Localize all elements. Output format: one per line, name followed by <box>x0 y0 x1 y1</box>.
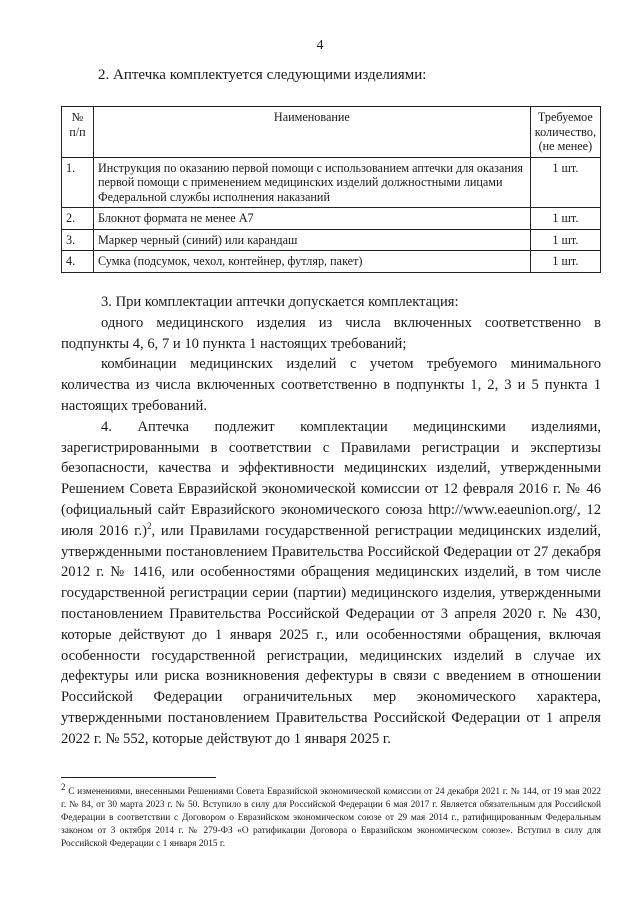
table-row <box>62 157 601 208</box>
paragraph-4-part1: 4. Аптечка подлежит комплектации медицинскими изделиями, зарегистрированными в соответствии с Правилами регистрации и экспертизы безопасности, качества и эффективности медицинских изделий, утвержденными Решением Совета Евразийской экономической комиссии от 12 февраля 2016 г. № 46 (официальный сайт Евразийского экономического союза http://www.eaeunion.org/, 12 июля 2016 г.) <box>61 418 601 539</box>
row-qty: 1 шт. <box>530 251 600 273</box>
footnote-ref: 2 <box>146 520 152 531</box>
section-2-heading: 2. Аптечка комплектуется следующими изделиями: <box>98 67 427 83</box>
paragraph-4-part2: , или Правилами государственной регистрации медицинских изделий, утвержденными постановлением Правительства Российской Федерации от 27 декабря 2012 г. № 1416, или особенностями обращения медицинских изделий, в том числе государственной регистрации серии (партии) медицинского изделия, утвержденными постановлением Правительства Российской Федерации от 3 апреля 2020 г. № 430, которые действуют до 1 января 2025 г., или особенностями обращения, включая особенности государственной регистрации, медицинских изделий в случае их дефектуры или риска возникновения дефектуры в связи с введением в отношении Российской Федерации ограничительных мер экономического характера, утвержденными постановлением Правительства Российской Федерации от 1 апреля 2022 г. № 552, которые действуют до 1 января 2025 г. <box>61 522 601 747</box>
paragraph-3: 3. При комплектации аптечки допускается комплектация: <box>101 294 459 310</box>
items-table <box>61 106 601 273</box>
paragraph-4 <box>61 417 601 750</box>
table-header-row <box>62 107 601 158</box>
row-num: 4. <box>62 251 94 273</box>
row-name: Сумка (подсумок, чехол, контейнер, футляр, пакет) <box>93 251 530 273</box>
paragraph-3a: одного медицинского изделия из числа включенных соответственно в подпункты 4, 6, 7 и 10 пункта 1 настоящих требований; <box>61 314 601 352</box>
footnote <box>61 781 601 851</box>
row-name: Блокнот формата не менее А7 <box>93 208 530 230</box>
row-qty: 1 шт. <box>530 157 600 208</box>
row-num: 2. <box>62 208 94 230</box>
row-qty: 1 шт. <box>530 229 600 251</box>
footnote-divider <box>61 777 216 778</box>
body-text <box>61 292 601 750</box>
row-name: Маркер черный (синий) или карандаш <box>93 229 530 251</box>
footnote-text: С изменениями, внесенными Решениями Совета Евразийской экономической комиссии от 24 декабря 2021 г. № 144, от 19 мая 2022 г. № 84, от 30 марта 2023 г. № 50. Вступило в силу для Российской Федерации 6 мая 2017 г. Является обязательным для Российской Федерации в соответствии с Договором о Евразийском экономическом союзе от 29 мая 2014 г., ратифицированным Федеральным законом от 3 октября 2014 г. № 279-ФЗ «О ратификации Договора о Евразийском экономическом союзе». Вступил в силу для Российской Федерации с 1 января 2015 г. <box>61 787 601 849</box>
row-num: 3. <box>62 229 94 251</box>
header-qty: Требуемое количество, (не менее) <box>530 107 600 158</box>
row-name: Инструкция по оказанию первой помощи с использованием аптечки для оказания первой помощи с применением медицинских изделий должностными лицами Федеральной службы исполнения наказаний <box>93 157 530 208</box>
table-row <box>62 229 601 251</box>
page-number: 4 <box>316 38 324 53</box>
header-name: Наименование <box>93 107 530 158</box>
footnote-mark: 2 <box>61 781 66 792</box>
row-num: 1. <box>62 157 94 208</box>
paragraph-3b: комбинации медицинских изделий с учетом требуемого минимального количества из числа включенных соответственно в подпункты 1, 2, 3 и 5 пункта 1 настоящих требований. <box>61 356 601 414</box>
row-qty: 1 шт. <box>530 208 600 230</box>
header-num: № п/п <box>62 107 94 158</box>
table-row <box>62 208 601 230</box>
table-row <box>62 251 601 273</box>
